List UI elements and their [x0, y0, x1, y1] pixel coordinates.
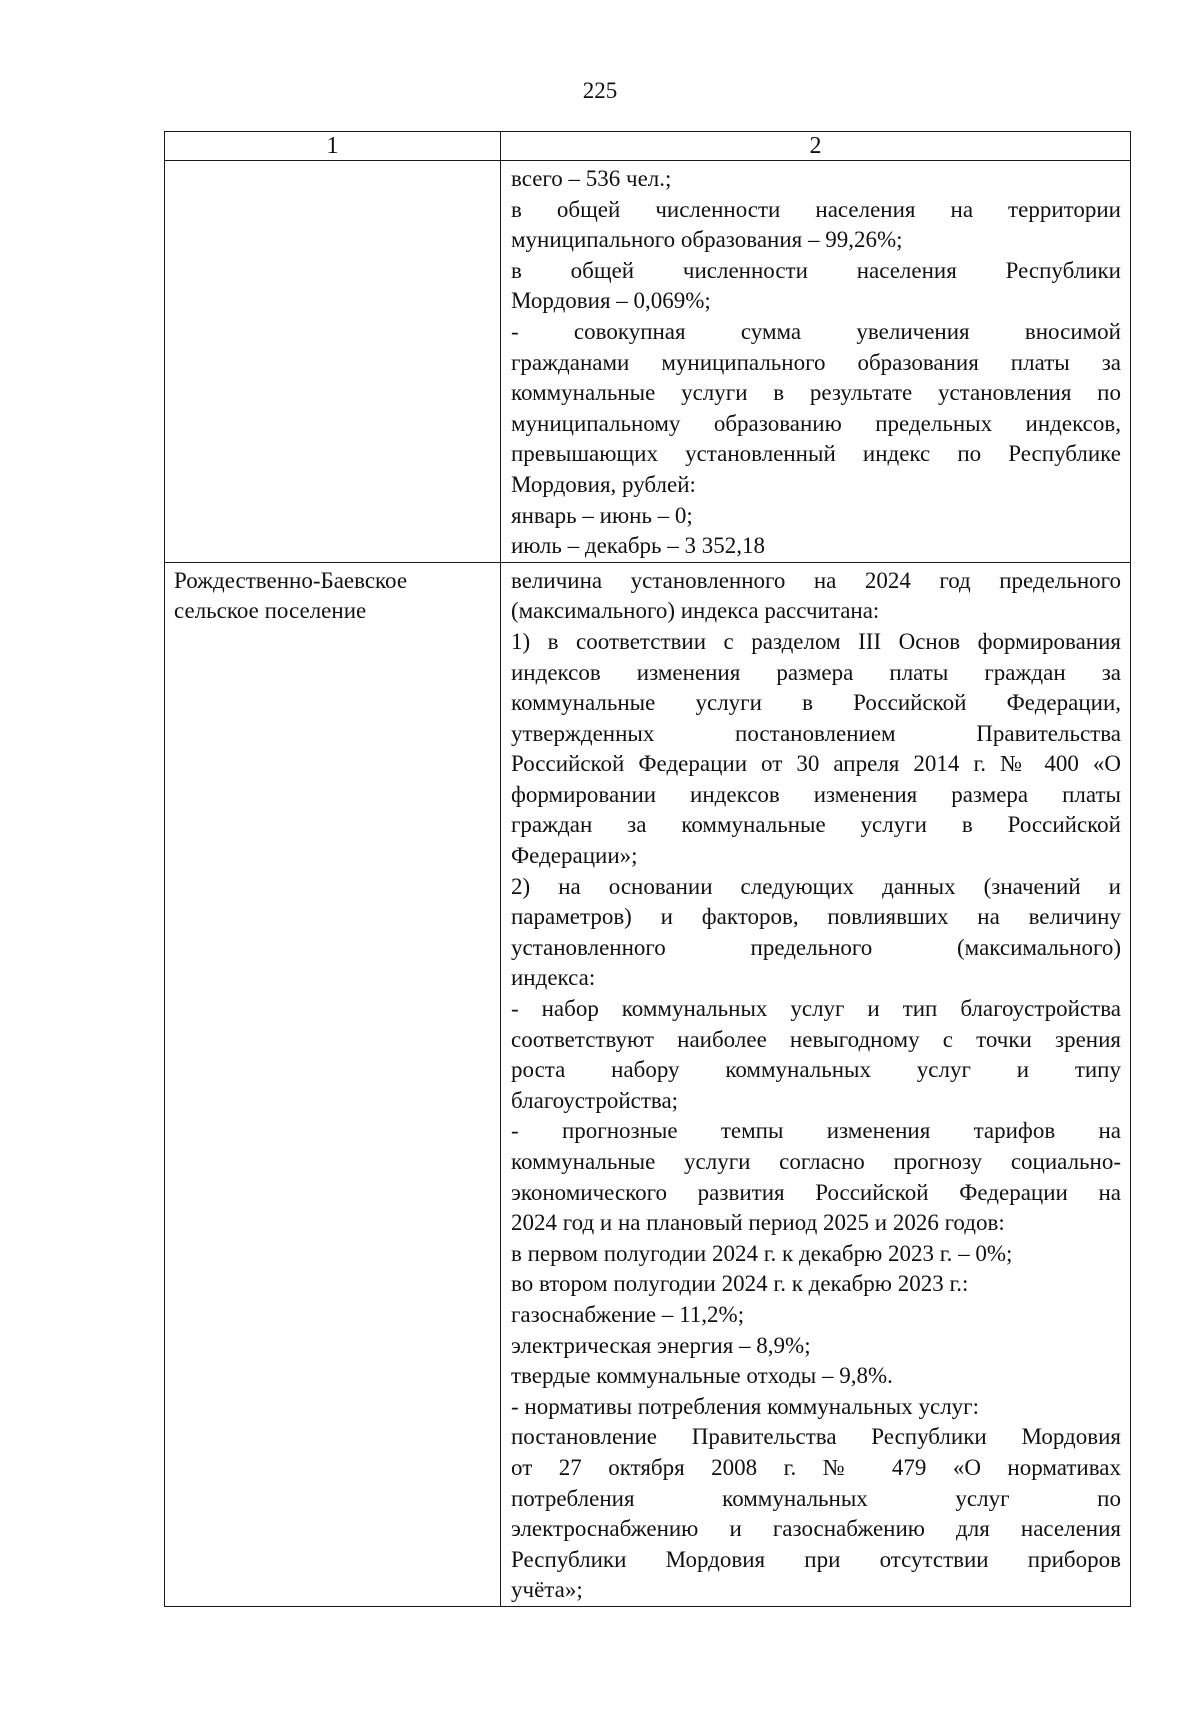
text-line: индексов изменения размера платы граждан за [511, 659, 1121, 685]
text-line: постановление Правительства Республики Мордовия [511, 1424, 1121, 1450]
text-line: 2) на основании следующих данных (значений и [511, 873, 1121, 899]
text-line: формировании индексов изменения размера платы [511, 781, 1121, 807]
text-line: учёта»; [511, 1577, 583, 1603]
text-line: в общей численности населения Республики [511, 257, 1121, 283]
row-1-municipality-cell [165, 161, 501, 563]
text-line: газоснабжение – 11,2%; [511, 1301, 745, 1327]
text-line: роста набору коммунальных услуг и типу [511, 1057, 1121, 1083]
text-line: Мордовия – 0,069%; [511, 288, 711, 314]
municipality-name-line: Рождественно-Баевское [174, 567, 408, 593]
text-line: 2024 год и на плановый период 2025 и 2026 годов: [511, 1210, 1005, 1236]
text-line: - совокупная сумма увеличения вносимой [511, 318, 1121, 344]
text-line: от 27 октября 2008 г. № 479 «О нормативах [511, 1454, 1121, 1480]
text-line: потребления коммунальных услуг по [511, 1485, 1121, 1511]
text-line: - набор коммунальных услуг и тип благоустройства [511, 996, 1121, 1022]
text-line: муниципального образования – 99,26%; [511, 227, 903, 253]
text-line: Республики Мордовия при отсутствии приборов [511, 1546, 1121, 1572]
text-line: коммунальные услуги согласно прогнозу социально- [511, 1149, 1121, 1174]
text-line: гражданами муниципального образования платы за [511, 349, 1121, 375]
text-line: - прогнозные темпы изменения тарифов на [511, 1118, 1121, 1144]
text-line: коммунальные услуги в результате установления по [511, 380, 1121, 406]
text-line: всего – 536 чел.; [511, 166, 672, 191]
text-line: благоустройства; [511, 1087, 679, 1113]
text-line: январь – июнь – 0; [511, 502, 693, 528]
text-line: параметров) и факторов, повлиявших на величину [511, 904, 1121, 930]
text-line: величина установленного на 2024 год предельного [511, 567, 1121, 593]
table-row [165, 161, 1131, 563]
text-line: электрическая энергия – 8,9%; [511, 1332, 811, 1358]
text-line: во втором полугодии 2024 г. к декабрю 2023 г.: [511, 1271, 969, 1297]
text-line: соответствуют наиболее невыгодному с точки зрения [511, 1026, 1121, 1052]
text-line: муниципальному образованию предельных индексов, [511, 410, 1121, 436]
text-line: Российской Федерации от 30 апреля 2014 г. № 400 «О [511, 751, 1121, 777]
text-line: июль – декабрь – 3 352,18 [511, 533, 766, 559]
table-row [165, 562, 1131, 1606]
text-line: коммунальные услуги в Российской Федерации, [511, 690, 1121, 716]
text-line: Мордовия, рублей: [511, 471, 696, 497]
document-table [164, 131, 1131, 1607]
text-line: - нормативы потребления коммунальных услуг: [511, 1393, 979, 1419]
text-line: электроснабжению и газоснабжению для населения [511, 1516, 1121, 1542]
text-line: 1) в соответствии с разделом III Основ формирования [511, 628, 1121, 654]
text-line: установленного предельного (максимального) [511, 934, 1121, 960]
text-line: в первом полугодии 2024 г. к декабрю 2023 г. – 0%; [511, 1240, 1013, 1266]
page-number: 225 [582, 78, 618, 103]
row-2-description-cell [501, 562, 1131, 1606]
text-line: твердые коммунальные отходы – 9,8%. [511, 1363, 893, 1389]
row-1-description-cell [501, 161, 1131, 563]
text-line: превышающих установленный индекс по Республике [511, 441, 1121, 467]
text-line: (максимального) индекса рассчитана: [511, 598, 880, 624]
column-header-1: 1 [165, 132, 501, 161]
table-header-row [165, 132, 1131, 161]
row-2-municipality-cell [165, 562, 501, 1606]
text-line: экономического развития Российской Федерации на [511, 1179, 1121, 1205]
text-line: Федерации»; [511, 843, 638, 869]
municipality-name-line: сельское поселение [174, 598, 367, 624]
text-line: утвержденных постановлением Правительства [511, 720, 1121, 746]
text-line: в общей численности населения на территории [511, 196, 1121, 222]
text-line: индекса: [511, 965, 596, 991]
column-header-2: 2 [501, 132, 1131, 161]
text-line: граждан за коммунальные услуги в Российской [511, 812, 1121, 838]
